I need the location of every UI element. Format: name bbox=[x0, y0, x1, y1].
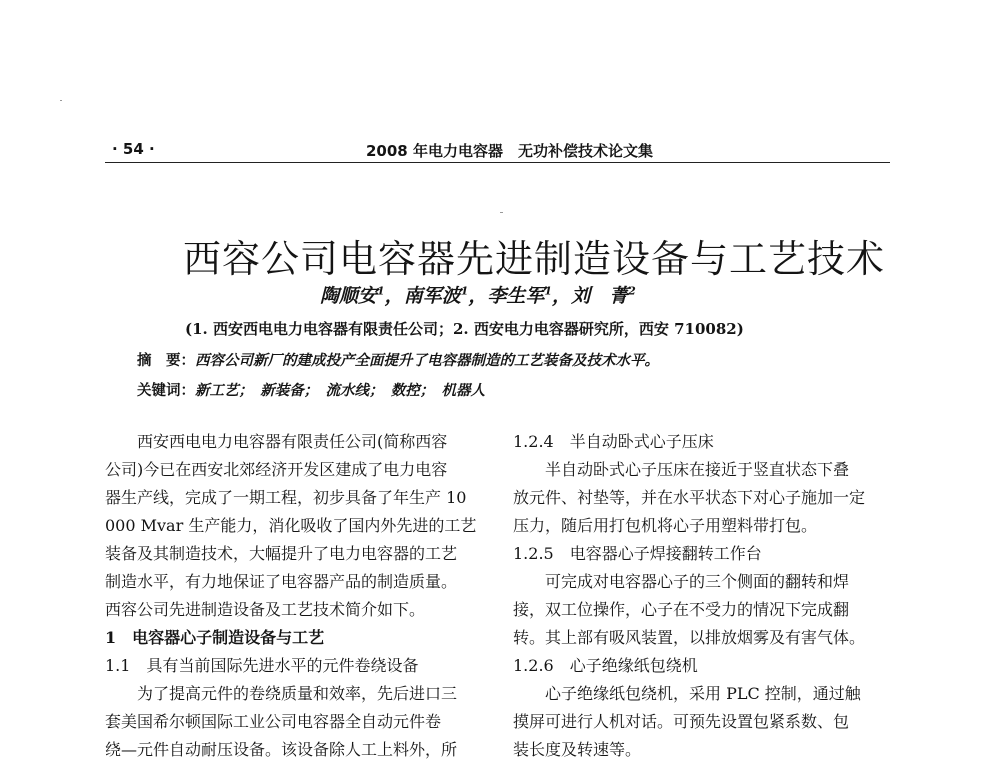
header-rule bbox=[105, 162, 890, 163]
body-line: 转。其上部有吸风装置，以排放烟雾及有害气体。 bbox=[513, 628, 866, 647]
author-name: 刘 菁 bbox=[571, 285, 629, 307]
subsection-heading: 1.2.4 半自动卧式心子压床 bbox=[513, 432, 714, 451]
running-title: 2008 年电力电容器 无功补偿技术论文集 bbox=[366, 142, 653, 160]
paper-title: 西容公司电容器先进制造设备与工艺技术 bbox=[183, 237, 886, 281]
author-affil-mark: 1 bbox=[460, 284, 469, 298]
body-line: 绕—元件自动耐压设备。该设备除人工上料外，所 bbox=[105, 740, 458, 759]
body-line: 半自动卧式心子压床在接近于竖直状态下叠 bbox=[513, 460, 850, 479]
body-line: 制造水平，有力地保证了电容器产品的制造质量。 bbox=[105, 572, 458, 591]
author-affil-mark: 2 bbox=[628, 284, 636, 298]
body-line: 000 Mvar 生产能力，消化吸收了国内外先进的工艺 bbox=[105, 516, 477, 535]
author-name: 南军波 bbox=[403, 285, 461, 307]
section-heading: 1 电容器心子制造设备与工艺 bbox=[105, 628, 325, 647]
keywords bbox=[137, 379, 485, 400]
subsection-heading: 1.2.6 心子绝缘纸包绕机 bbox=[513, 656, 698, 675]
subsection-heading: 1.1 具有当前国际先进水平的元件卷绕设备 bbox=[105, 656, 419, 675]
body-line: 套美国希尔顿国际工业公司电容器全自动元件卷 bbox=[105, 712, 442, 731]
subsection-heading: 1.2.5 电容器心子焊接翻转工作台 bbox=[513, 544, 762, 563]
page-number: · 54 · bbox=[112, 140, 155, 158]
author-name: 李生军 bbox=[487, 285, 545, 307]
body-line: 西容公司先进制造设备及工艺技术简介如下。 bbox=[105, 600, 426, 619]
abstract bbox=[137, 349, 659, 370]
body-line: 摸屏可进行人机对话。可预先设置包紧系数、包 bbox=[513, 712, 850, 731]
body-line: 放元件、衬垫等，并在水平状态下对心子施加一定 bbox=[513, 488, 866, 507]
left-column bbox=[105, 428, 476, 764]
right-column bbox=[513, 428, 865, 764]
body-line: 装长度及转速等。 bbox=[513, 740, 642, 759]
body-line: 器生产线，完成了一期工程，初步具备了年生产 10 bbox=[105, 488, 467, 507]
author-name: 陶顺安 bbox=[320, 285, 378, 307]
body-line: 西安西电电力电容器有限责任公司(简称西容 bbox=[105, 432, 448, 451]
keywords-label: 关键词： bbox=[137, 382, 195, 399]
author-affil-mark: 1 bbox=[544, 284, 553, 298]
abstract-text: 西容公司新厂的建成投产全面提升了电容器制造的工艺装备及技术水平。 bbox=[195, 352, 659, 369]
scan-speck bbox=[60, 100, 62, 101]
scan-speck bbox=[500, 212, 503, 213]
keywords-text: 新工艺； 新装备； 流水线； 数控； 机器人 bbox=[195, 382, 485, 399]
body-line: 压力，随后用打包机将心子用塑料带打包。 bbox=[513, 516, 818, 535]
body-line: 装备及其制造技术，大幅提升了电力电容器的工艺 bbox=[105, 544, 458, 563]
author-list: 陶顺安$^1$，南军波$^1$，李生军$^1$，刘 菁$^2$ bbox=[320, 284, 636, 307]
affiliation: (1. 西安西电电力电容器有限责任公司；2. 西安电力电容器研究所，西安 710082) bbox=[185, 320, 744, 338]
body-line: 可完成对电容器心子的三个侧面的翻转和焊 bbox=[513, 572, 850, 591]
body-line: 公司)今已在西安北郊经济开发区建成了电力电容 bbox=[105, 460, 448, 479]
author-affil-mark: 1 bbox=[377, 284, 385, 298]
body-line: 心子绝缘纸包绕机，采用 PLC 控制，通过触 bbox=[513, 684, 861, 703]
abstract-label: 摘 要： bbox=[137, 352, 195, 369]
body-line: 接，双工位操作，心子在不受力的情况下完成翻 bbox=[513, 600, 850, 619]
body-line: 为了提高元件的卷绕质量和效率，先后进口三 bbox=[105, 684, 458, 703]
